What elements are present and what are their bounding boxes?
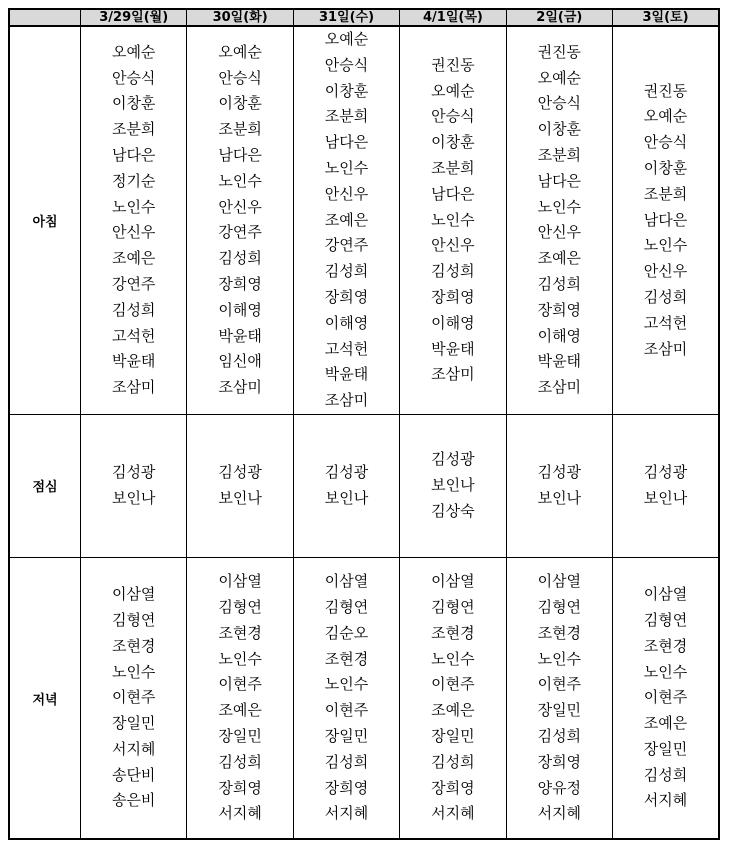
person-name: 김형연 (324, 598, 369, 617)
person-name: 오예순 (111, 42, 156, 61)
person-name: 보인나 (431, 476, 475, 495)
person-name: 김성희 (431, 262, 475, 281)
person-name: 이삼열 (111, 585, 156, 604)
person-name: 장희영 (324, 778, 369, 797)
person-name: 안신우 (431, 236, 475, 255)
person-name: 서지혜 (111, 739, 156, 758)
day-header: 4/1일(목) (400, 9, 506, 26)
person-name: 이창훈 (537, 120, 582, 139)
meal-label: 점심 (9, 414, 81, 557)
person-name: 남다은 (643, 210, 688, 229)
person-name: 강연주 (218, 223, 262, 242)
person-name: 김성희 (218, 249, 262, 268)
person-name: 조현경 (218, 623, 262, 642)
meal-label: 저녁 (9, 557, 81, 839)
person-name: 장희영 (218, 778, 262, 797)
person-name: 노인수 (111, 662, 156, 681)
person-name: 권진동 (537, 42, 582, 61)
person-name: 노인수 (324, 675, 369, 694)
person-name: 조삼미 (643, 339, 688, 358)
person-name: 남다은 (111, 146, 156, 165)
person-name: 조분희 (643, 184, 688, 203)
person-name: 김순오 (324, 623, 369, 642)
person-name: 보인나 (324, 488, 369, 507)
schedule-cell (506, 26, 612, 414)
person-name: 이현주 (643, 688, 688, 707)
person-name: 조현경 (111, 636, 156, 655)
person-name: 김성희 (111, 300, 156, 319)
person-name: 안승식 (111, 68, 156, 87)
person-name: 조삼미 (218, 378, 262, 397)
person-name: 김형연 (431, 598, 475, 617)
person-name: 안승식 (431, 107, 475, 126)
person-name: 이현주 (111, 688, 156, 707)
person-name: 남다은 (324, 133, 369, 152)
person-name: 박윤태 (537, 352, 582, 371)
person-name: 장희영 (324, 287, 369, 306)
person-name: 김성희 (537, 727, 582, 745)
corner-cell (9, 9, 81, 26)
person-name: 노인수 (431, 210, 475, 229)
person-name: 이삼열 (218, 572, 262, 591)
person-name: 안승식 (218, 68, 262, 87)
person-name: 김성희 (324, 262, 369, 281)
person-name: 김성희 (431, 752, 475, 771)
person-name: 조현경 (643, 636, 688, 655)
person-name: 김성희 (537, 275, 582, 294)
day-header: 30일(화) (187, 9, 293, 26)
day-header: 3/29일(월) (81, 9, 187, 26)
person-name: 장일민 (111, 714, 156, 733)
person-name: 노인수 (324, 158, 369, 177)
person-name: 김형연 (218, 598, 262, 617)
person-name: 오예순 (537, 68, 582, 87)
person-name: 남다은 (537, 171, 582, 190)
schedule-cell (81, 26, 187, 414)
person-name: 장일민 (218, 727, 262, 745)
person-name: 조현경 (431, 623, 475, 642)
schedule-cell (187, 414, 293, 557)
schedule-cell (506, 557, 612, 839)
person-name: 보인나 (537, 488, 582, 507)
person-name: 노인수 (111, 197, 156, 216)
person-name: 김성희 (643, 287, 688, 306)
person-name: 오예순 (643, 107, 688, 126)
person-name: 장일민 (643, 739, 688, 758)
person-name: 박윤태 (431, 339, 475, 358)
person-name: 김상숙 (431, 501, 475, 520)
person-name: 김성희 (324, 752, 369, 771)
person-name: 이현주 (324, 701, 369, 720)
meal-label: 아침 (9, 26, 81, 414)
person-name: 이창훈 (111, 94, 156, 113)
person-name: 김형연 (537, 598, 582, 617)
schedule-cell (187, 557, 293, 839)
person-name: 장일민 (431, 727, 475, 745)
person-name: 장희영 (537, 300, 582, 319)
person-name: 노인수 (431, 649, 475, 668)
person-name: 노인수 (537, 649, 582, 668)
person-name: 노인수 (643, 236, 688, 255)
person-name: 조분희 (111, 120, 156, 139)
person-name: 장일민 (324, 727, 369, 745)
person-name: 서지혜 (643, 791, 688, 810)
person-name: 고석헌 (643, 313, 688, 332)
person-name: 이창훈 (431, 133, 475, 152)
person-name: 박윤태 (218, 326, 262, 345)
person-name: 노인수 (218, 171, 262, 190)
person-name: 조삼미 (324, 391, 369, 410)
person-name: 김성광 (218, 463, 262, 482)
person-name: 이창훈 (324, 81, 369, 100)
schedule-cell (506, 414, 612, 557)
person-name: 김성희 (218, 752, 262, 771)
person-name: 박윤태 (111, 352, 156, 371)
person-name: 안신우 (111, 223, 156, 242)
schedule-cell (400, 557, 506, 839)
person-name: 노인수 (643, 662, 688, 681)
person-name: 조현경 (537, 623, 582, 642)
person-name: 김성광 (431, 450, 475, 469)
day-header: 2일(금) (506, 9, 612, 26)
schedule-cell (613, 557, 719, 839)
person-name: 김성희 (643, 765, 688, 784)
person-name: 조분희 (431, 158, 475, 177)
header-row (9, 9, 719, 26)
person-name: 조예은 (643, 714, 688, 733)
person-name: 조삼미 (537, 378, 582, 397)
person-name: 이창훈 (643, 158, 688, 177)
person-name: 안승식 (324, 55, 369, 74)
person-name: 안신우 (218, 197, 262, 216)
person-name: 조삼미 (111, 378, 156, 397)
person-name: 오예순 (324, 30, 369, 48)
person-name: 권진동 (643, 81, 688, 100)
person-name: 이현주 (431, 675, 475, 694)
person-name: 이창훈 (218, 94, 262, 113)
person-name: 이삼열 (537, 572, 582, 591)
day-header: 31일(수) (293, 9, 399, 26)
person-name: 남다은 (431, 184, 475, 203)
person-name: 권진동 (431, 55, 475, 74)
person-name: 안승식 (643, 133, 688, 152)
person-name: 장희영 (218, 275, 262, 294)
person-name: 박윤태 (324, 365, 369, 384)
schedule-cell (613, 414, 719, 557)
person-name: 조분희 (324, 107, 369, 126)
person-name: 김형연 (643, 610, 688, 629)
person-name: 조분희 (218, 120, 262, 139)
person-name: 안신우 (537, 223, 582, 242)
schedule-cell (400, 414, 506, 557)
person-name: 임신애 (218, 352, 262, 371)
schedule-cell (613, 26, 719, 414)
person-name: 조분희 (537, 146, 582, 165)
person-name: 조삼미 (431, 365, 475, 384)
person-name: 정기순 (111, 171, 156, 190)
person-name: 서지혜 (324, 804, 369, 823)
person-name: 서지혜 (218, 804, 262, 823)
person-name: 안승식 (537, 94, 582, 113)
meal-schedule-table (8, 8, 720, 840)
person-name: 남다은 (218, 146, 262, 165)
day-header: 3일(토) (613, 9, 719, 26)
person-name: 서지혜 (431, 804, 475, 823)
schedule-cell (400, 26, 506, 414)
meal-row-lunch (9, 414, 719, 557)
schedule-cell (187, 26, 293, 414)
person-name: 노인수 (537, 197, 582, 216)
person-name: 오예순 (218, 42, 262, 61)
meal-row-morning (9, 26, 719, 414)
person-name: 고석헌 (324, 339, 369, 358)
person-name: 장희영 (431, 287, 475, 306)
person-name: 김성광 (537, 463, 582, 482)
person-name: 이삼열 (431, 572, 475, 591)
person-name: 이현주 (218, 675, 262, 694)
person-name: 조예은 (324, 210, 369, 229)
person-name: 김성광 (643, 463, 688, 482)
person-name: 강연주 (111, 275, 156, 294)
person-name: 이해영 (324, 313, 369, 332)
person-name: 조예은 (111, 249, 156, 268)
person-name: 장희영 (431, 778, 475, 797)
person-name: 보인나 (218, 488, 262, 507)
schedule-cell (81, 414, 187, 557)
person-name: 노인수 (218, 649, 262, 668)
person-name: 강연주 (324, 236, 369, 255)
person-name: 오예순 (431, 81, 475, 100)
person-name: 이현주 (537, 675, 582, 694)
schedule-cell (81, 557, 187, 839)
schedule-cell (293, 414, 399, 557)
person-name: 김성광 (111, 463, 156, 482)
schedule-cell (293, 557, 399, 839)
person-name: 장희영 (537, 752, 582, 771)
person-name: 이해영 (431, 313, 475, 332)
person-name: 장일민 (537, 701, 582, 720)
person-name: 이해영 (218, 300, 262, 319)
person-name: 조현경 (324, 649, 369, 668)
person-name: 조예은 (537, 249, 582, 268)
person-name: 이삼열 (643, 585, 688, 604)
person-name: 안신우 (324, 184, 369, 203)
person-name: 고석헌 (111, 326, 156, 345)
person-name: 조예은 (218, 701, 262, 720)
person-name: 보인나 (111, 488, 156, 507)
person-name: 양유정 (537, 778, 582, 797)
meal-row-dinner (9, 557, 719, 839)
person-name: 보인나 (643, 488, 688, 507)
person-name: 이해영 (537, 326, 582, 345)
person-name: 안신우 (643, 262, 688, 281)
schedule-cell (293, 26, 399, 414)
person-name: 이삼열 (324, 572, 369, 591)
person-name: 김형연 (111, 610, 156, 629)
person-name: 송단비 (111, 765, 156, 784)
person-name: 서지혜 (537, 804, 582, 823)
person-name: 김성광 (324, 463, 369, 482)
person-name: 송은비 (111, 791, 156, 810)
person-name: 조예은 (431, 701, 475, 720)
